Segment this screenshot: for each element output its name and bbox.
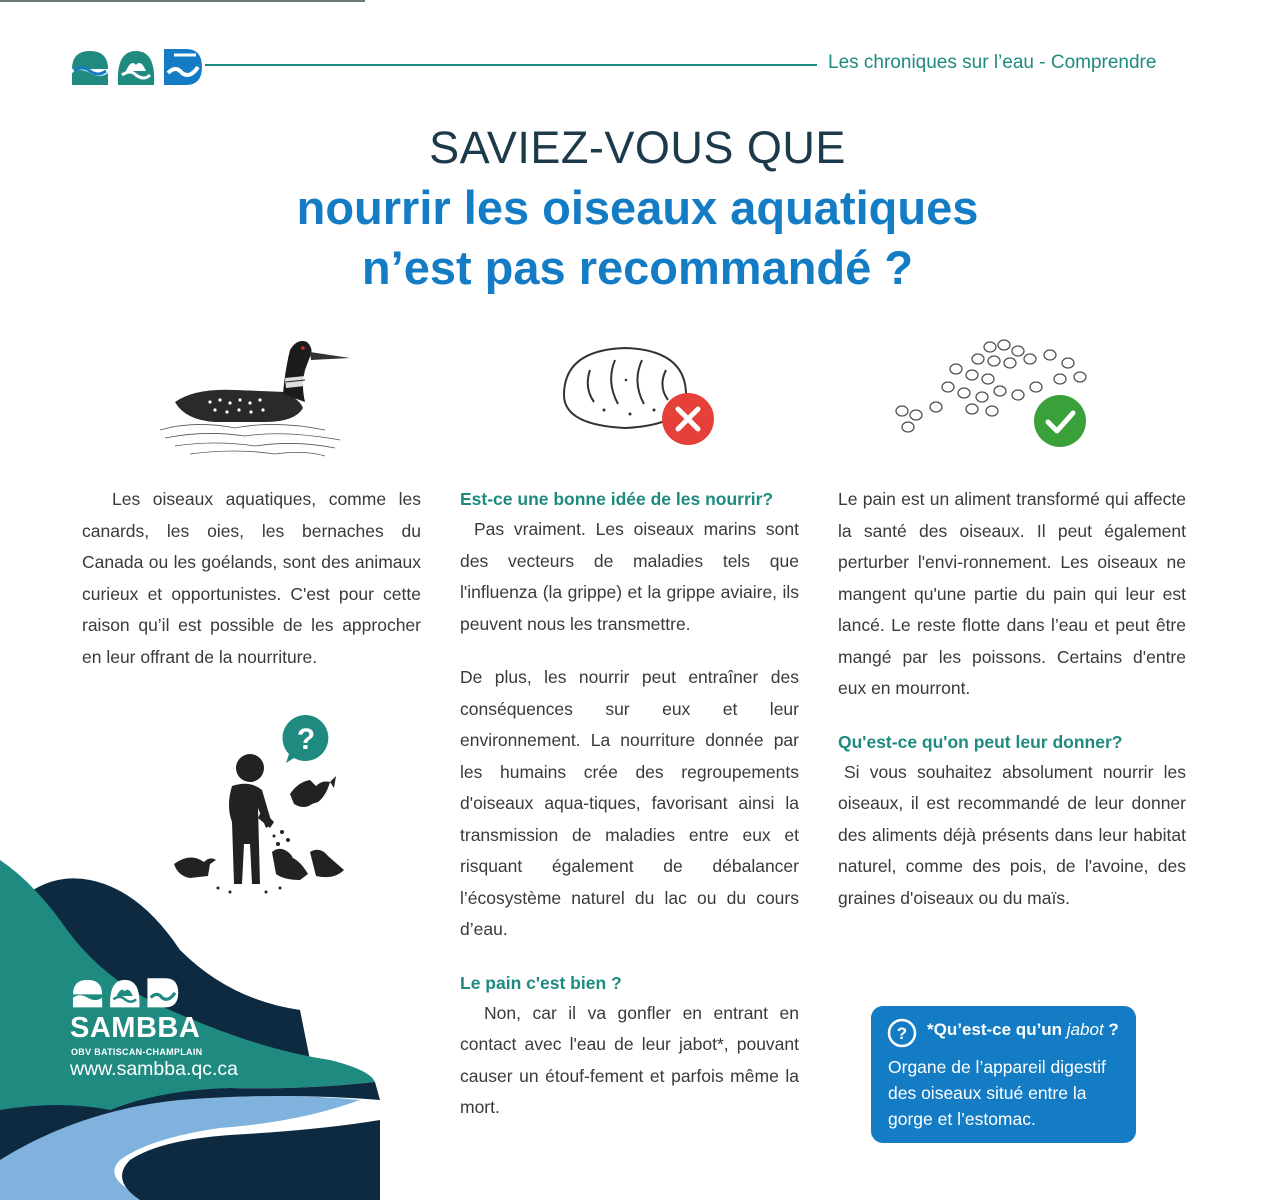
intro-column	[82, 484, 421, 673]
jabot-definition-box	[871, 1006, 1136, 1143]
no-icon	[661, 392, 715, 446]
brand-name: SAMBBA	[70, 1012, 201, 1044]
answer-bread: Non, car il va gonfler en entrant en contact avec l'eau de leur jabot*, pouvant causer un étouf-fement et parfois même la mort.	[460, 1002, 799, 1117]
advice-column	[838, 484, 1186, 914]
brand-subtitle: OBV BATISCAN-CHAMPLAIN	[71, 1047, 203, 1057]
title-line-2: n’est pas recommandé ?	[361, 241, 914, 294]
question-what-to-give: Qu'est-ce qu'on peut leur donner?	[838, 731, 1123, 752]
question-circle-icon	[887, 1018, 917, 1048]
logo-icon	[70, 45, 205, 87]
series-title: Les chroniques sur l’eau - Comprendre	[828, 52, 1157, 73]
top-divider	[0, 0, 365, 2]
svg-text:?: ?	[896, 1024, 908, 1043]
title-prefix: SAVIEZ-VOUS QUE	[429, 122, 846, 173]
answer-good-idea: Pas vraiment. Les oiseaux marins sont des vecteurs de maladies tels que l'influenza (la grippe) et la grippe aviaire, ils peuvent nous les transmettre.	[460, 519, 799, 634]
consequences-paragraph: De plus, les nourrir peut entraîner des conséquences sur eux et leur environnement. La nourriture donnée par les humains crée des regroupements d'oiseaux aqua-tiques, favorisant ainsi la transmission de maladies entre eux et risquant également de débalancer l’écosystème naturel du lac ou du cours d’eau.	[460, 667, 799, 939]
answer-what-to-give: Si vous souhaitez absolument nourrir les oiseaux, il est recommandé de leur donner des aliments déjà présents dans leur habitat naturel, comme des pois, de l'avoine, des graines d'oiseaux ou du maïs.	[838, 761, 1186, 908]
logo-icon	[70, 975, 182, 1009]
question-good-idea: Est-ce une bonne idée de les nourrir?	[460, 489, 774, 509]
intro-paragraph: Les oiseaux aquatiques, comme les canards, les oies, les bernaches du Canada ou les goélands, sont des animaux curieux et opportunistes. C'est pour cette raison qu’il est possible de les approcher en leur offrant de la nourriture.	[82, 489, 421, 667]
svg-text:?: ?	[296, 723, 316, 756]
title-line-1: nourrir les oiseaux aquatiques	[296, 181, 979, 234]
page-title	[0, 178, 1275, 298]
definition-title-suffix: ?	[1103, 1020, 1119, 1039]
definition-title-prefix: *Qu’est-ce qu’un	[927, 1020, 1067, 1039]
loon-illustration	[155, 330, 355, 465]
question-bread: Le pain c'est bien ?	[460, 972, 622, 993]
definition-body: Organe de l’appareil digestif des oiseaux situé entre la gorge et l’estomac.	[888, 1057, 1106, 1129]
definition-title	[927, 1020, 1119, 1040]
website-link[interactable]: www.sambba.qc.ca	[70, 1058, 238, 1080]
bread-paragraph: Le pain est un aliment transformé qui affecte la santé des oiseaux. Il peut également perturber l'envi-ronnement. Les oiseaux ne mangent qu'une partie du pain qui leur est lancé. Le reste flotte dans l’eau et peut être mangé par les poissons. Certains d'entre eux en mourront.	[838, 489, 1186, 698]
definition-term: jabot	[1066, 1020, 1104, 1039]
faq-column	[460, 484, 799, 1124]
check-icon	[1033, 394, 1087, 448]
header-rule	[205, 64, 817, 66]
